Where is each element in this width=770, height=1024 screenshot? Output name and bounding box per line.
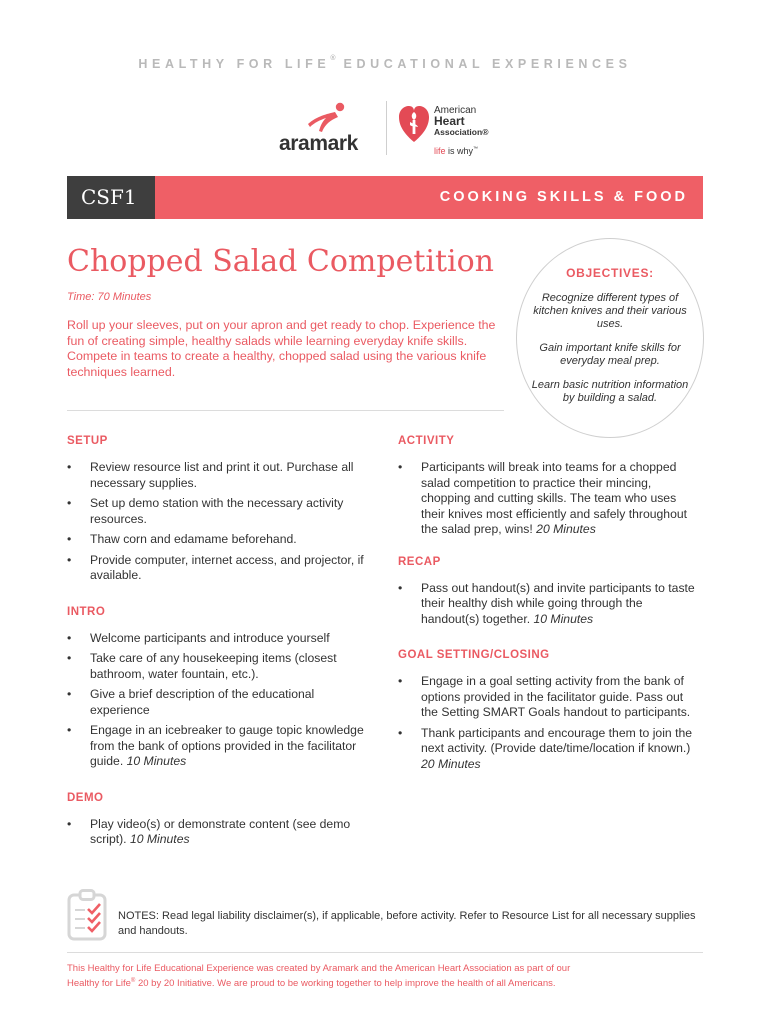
aha-line: American (434, 105, 477, 116)
demo-list (67, 817, 377, 848)
heart-torch-icon (398, 102, 430, 144)
list-item: • Provide computer, internet access, and projector, if available. (67, 553, 377, 584)
recap-list (398, 581, 698, 628)
item-duration: 10 Minutes (129, 832, 190, 846)
item-text: Pass out handout(s) and invite participants to taste their healthy dish while going through the handout(s) together. (421, 580, 695, 626)
aha-line-text: Association (434, 127, 483, 137)
activity-list (398, 460, 698, 538)
setup-list (67, 460, 377, 584)
item-duration: 20 Minutes (536, 522, 596, 536)
tagline-part: HEALTHY FOR LIFE (138, 57, 331, 71)
registered-mark: ® (130, 978, 136, 984)
item-duration: 10 Minutes (126, 754, 187, 768)
objectives-title: OBJECTIVES: (566, 266, 654, 280)
list-item: • Set up demo station with the necessary activity resources. (67, 496, 377, 527)
registered-mark: ® (482, 127, 489, 137)
objective-item: Gain important knife skills for everyday meal prep. (539, 342, 681, 367)
tagline-part: EDUCATIONAL EXPERIENCES (335, 57, 632, 71)
goal-heading: GOAL SETTING/CLOSING (398, 649, 550, 661)
divider (67, 410, 504, 411)
activity-heading: ACTIVITY (398, 435, 455, 447)
aramark-logo-icon (305, 102, 349, 134)
divider (67, 952, 703, 953)
item-text: Engage in an icebreaker to gauge topic knowledge from the bank of options provided in the facilitator guide. (90, 723, 364, 768)
list-item (67, 651, 377, 682)
goal-list (398, 674, 698, 772)
aramark-wordmark: aramark (279, 132, 358, 155)
item-duration: 20 Minutes (421, 756, 481, 771)
activity-code-badge: CSF1 (67, 176, 155, 219)
footer-line (67, 975, 667, 990)
setup-heading: SETUP (67, 435, 108, 447)
item-duration: 10 Minutes (533, 611, 594, 626)
slogan-why: is why (445, 146, 474, 156)
list-item: • Thaw corn and edamame beforehand. (67, 532, 377, 548)
aha-slogan (434, 146, 478, 156)
aha-line (434, 127, 488, 138)
footer-text: Healthy for Life (67, 978, 131, 990)
objective-item: Recognize different types of kitchen knives and their various uses. (533, 292, 687, 330)
notes-text: NOTES: Read legal liability disclaimer(s), if applicable, before activity. Refer to Resource List for all necessary supplies and handouts. (118, 910, 696, 937)
item-text: Engage in a goal setting activity from the bank of options provided in the facilitator guide. Pass out the Setting SMART Goals handout to participants. (421, 674, 691, 719)
page-title: Chopped Salad Competition (67, 244, 495, 279)
item-text: Give a brief description of the educational experience (90, 687, 315, 717)
objective-item: Learn basic nutrition information by building a salad. (531, 379, 689, 404)
program-tagline (0, 57, 770, 71)
right-column (398, 435, 698, 777)
aha-wordmark (434, 105, 488, 138)
left-column (67, 435, 377, 853)
item-text: Take care of any housekeeping items (closest bathroom, water fountain, etc.). (90, 651, 337, 681)
list-item: • Review resource list and print it out. Purchase all necessary supplies. (67, 460, 377, 491)
footer-text: 20 by 20 Initiative. We are proud to be working together to help improve the health of all Americans. (135, 978, 556, 990)
list-item (67, 723, 377, 770)
registered-mark: ® (330, 55, 336, 62)
clipboard-checklist-icon (67, 889, 107, 941)
list-item (398, 460, 698, 538)
footer-credit (67, 962, 667, 990)
list-item (398, 674, 698, 721)
list-item (398, 581, 698, 628)
item-text: Participants will break into teams for a chopped salad competition to practice their mincing, chopping and cutting skills. The team who uses their knives most efficiently and safely throughout the salad prep, wins! (421, 460, 688, 536)
aha-line: Heart (434, 114, 465, 128)
item-text: Welcome participants and introduce yourself (90, 630, 330, 645)
activity-duration: Time: 70 Minutes (67, 291, 152, 303)
recap-heading: RECAP (398, 555, 441, 568)
demo-heading: DEMO (67, 791, 104, 804)
list-item (67, 687, 377, 718)
slogan-life: life (434, 146, 446, 156)
description-paragraph: Roll up your sleeves, put on your apron and get ready to chop. Experience the fun of creating simple, healthy salads while learning everyday knife skills. Compete in teams to create a healthy, chopped salad using the various knife techniques learned. (67, 318, 496, 379)
item-text: Thank participants and encourage them to join the next activity. (Provide date/time/location if known.) (421, 725, 693, 755)
list-item (67, 631, 377, 647)
list-item (398, 726, 698, 773)
list-item (67, 817, 377, 848)
intro-heading: INTRO (67, 605, 106, 618)
category-banner: COOKING SKILLS & FOOD (155, 176, 703, 219)
logo-divider (386, 101, 387, 155)
intro-list (67, 631, 377, 770)
trademark-mark: ™ (473, 146, 479, 152)
item-text: Play video(s) or demonstrate content (see demo script). (90, 816, 351, 846)
objectives-list (530, 292, 690, 416)
footer-line: This Healthy for Life Educational Experience was created by Aramark and the American Heart Association as part of our (67, 963, 571, 974)
